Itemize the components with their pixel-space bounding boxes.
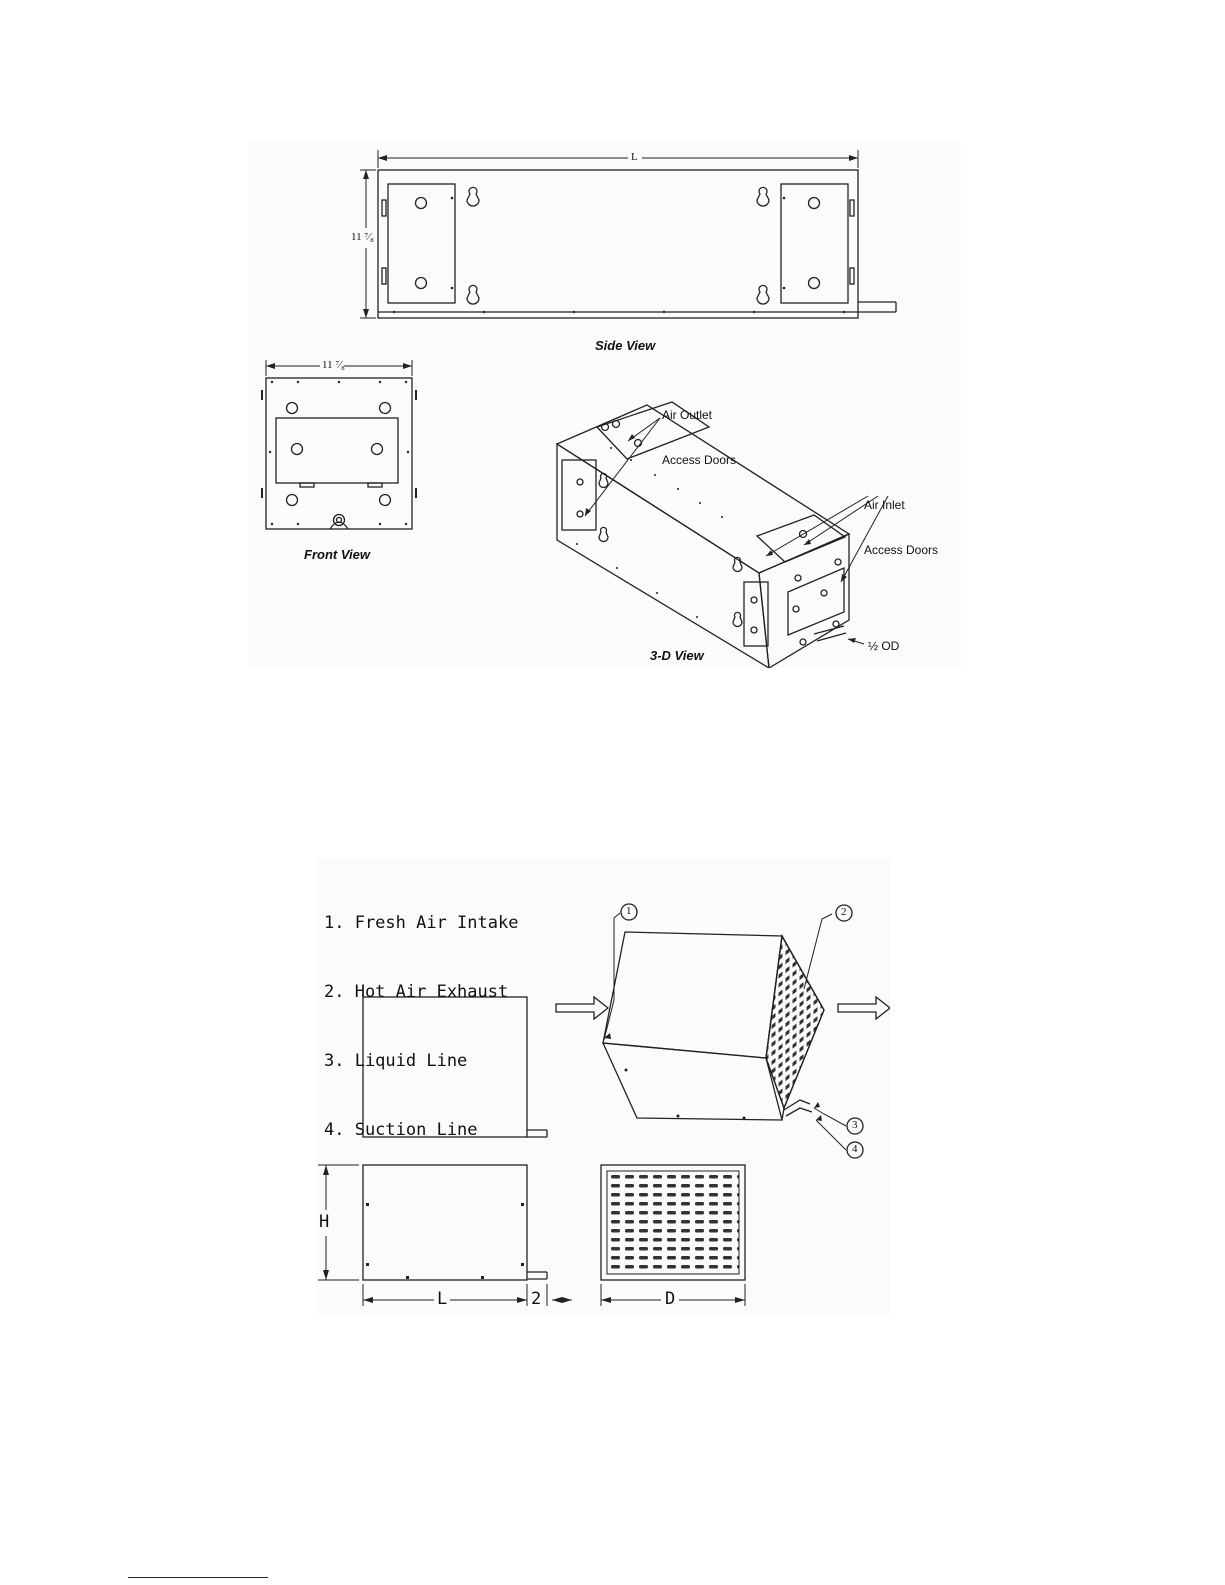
callout-number-4: 4 [852,1143,858,1155]
front-view-title: Front View [304,547,370,562]
figure-1-linework [248,142,961,668]
side-view-title: Side View [595,338,656,353]
callout-number-3: 3 [852,1119,858,1131]
front-view-drawing [262,360,416,529]
figure-2-condenser-drawing [316,858,890,1316]
front-view-width-dimension: 11 ⁷⁄₈ [322,359,345,371]
pipe-extension-dimension-label: 2 [531,1289,542,1309]
access-doors-label: Access Doors [864,543,939,557]
side-view-height-dimension: 11 ⁷⁄₈ [351,231,374,243]
callout-number-1: 1 [626,905,632,917]
air-inlet-label: Air Inlet [864,498,905,512]
length-dimension-label: L [437,1289,448,1309]
legend-item-fresh-air-intake: 1. Fresh Air Intake [324,913,519,933]
pipe-od-label: ½ OD [868,639,900,653]
legend-item-hot-air-exhaust: 2. Hot Air Exhaust [324,982,509,1002]
air-outlet-label: Air Outlet [662,408,713,422]
three-d-view-title: 3-D View [650,648,704,663]
legend-item-liquid-line: 3. Liquid Line [324,1051,468,1071]
callout-number-2: 2 [841,906,847,918]
air-inlet-access-doors-callout [864,468,938,588]
condenser-isometric-view [556,904,890,1158]
figure-1-unit-drawing [248,142,961,668]
height-dimension-label: H [319,1212,330,1232]
legend-item-suction-line: 4. Suction Line [324,1120,478,1140]
depth-dimension-label: D [665,1289,676,1309]
component-legend [324,866,518,1188]
condenser-front-grille-view [601,1165,745,1309]
side-view-drawing [360,150,896,318]
side-view-length-dimension: L [631,151,638,163]
air-outlet-access-doors-callout [662,378,736,498]
access-doors-label: Access Doors [662,453,737,467]
footnote-separator [128,1577,268,1578]
